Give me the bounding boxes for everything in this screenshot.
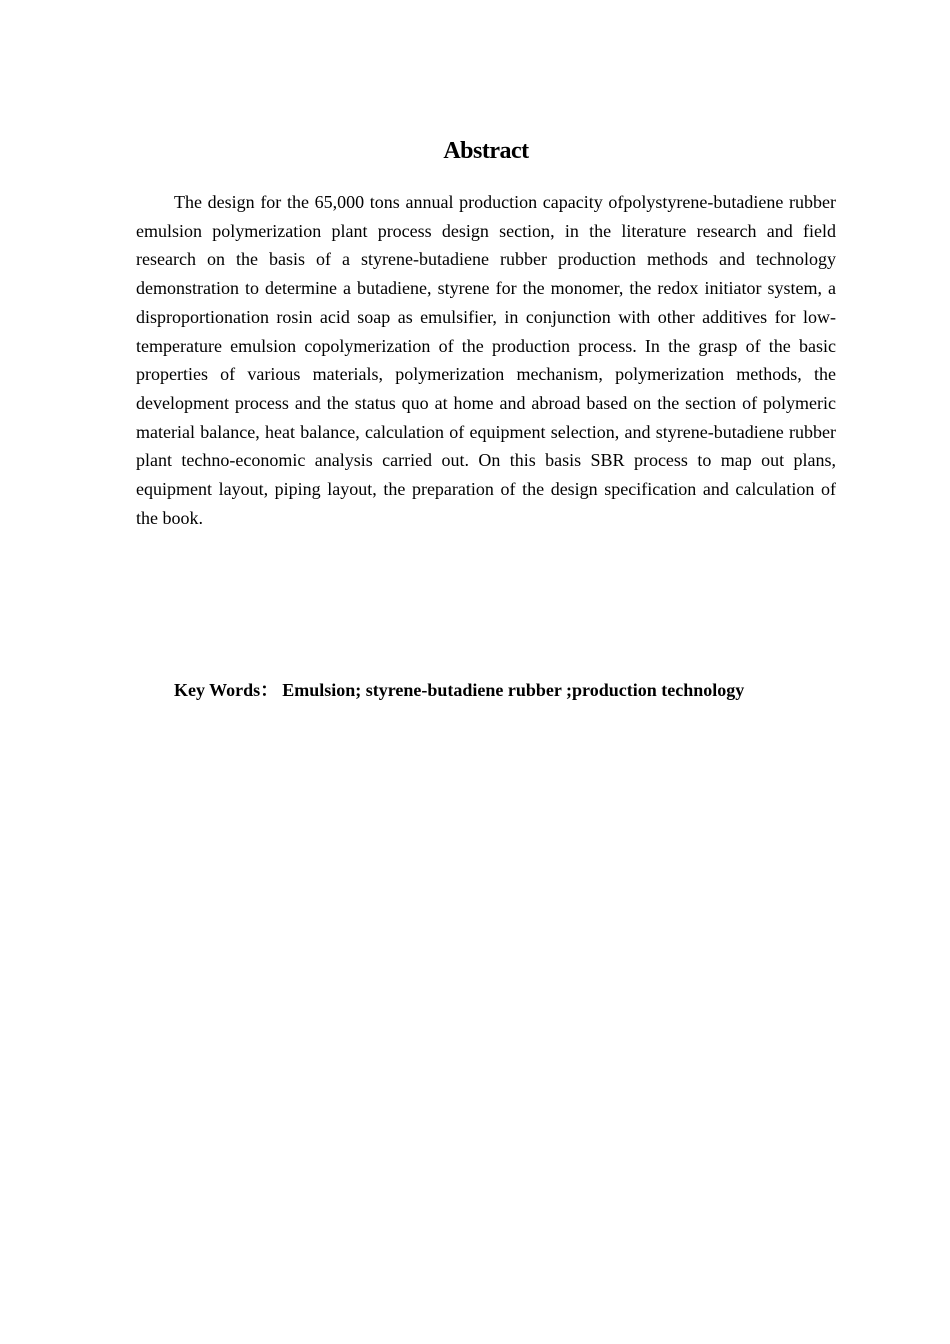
keywords-line <box>174 677 854 703</box>
keywords-value: Emulsion; styrene-butadiene rubber ;production technology <box>282 680 745 700</box>
keywords-label: Key Words <box>174 680 261 700</box>
abstract-title: Abstract <box>443 138 529 164</box>
abstract-paragraph: The design for the 65,000 tons annual production capacity ofpolystyrene-butadiene rubber emulsion polymerization plant process design section, in the literature research and field research on the basis of a styrene-butadiene rubber production methods and technology demonstration to determine a butadiene, styrene for the monomer, the redox initiator system, a disproportionation rosin acid soap as emulsifier, in conjunction with other additives for low-temperature emulsion copolymerization of the production process. In the grasp of the basic properties of various materials, polymerization mechanism, polymerization methods, the development process and the status quo at home and abroad based on the section of polymeric material balance, heat balance, calculation of equipment selection, and styrene-butadiene rubber plant techno-economic analysis carried out. On this basis SBR process to map out plans, equipment layout, piping layout, the preparation of the design specification and calculation of the book. <box>136 192 836 528</box>
keywords-separator: ： <box>260 680 279 700</box>
